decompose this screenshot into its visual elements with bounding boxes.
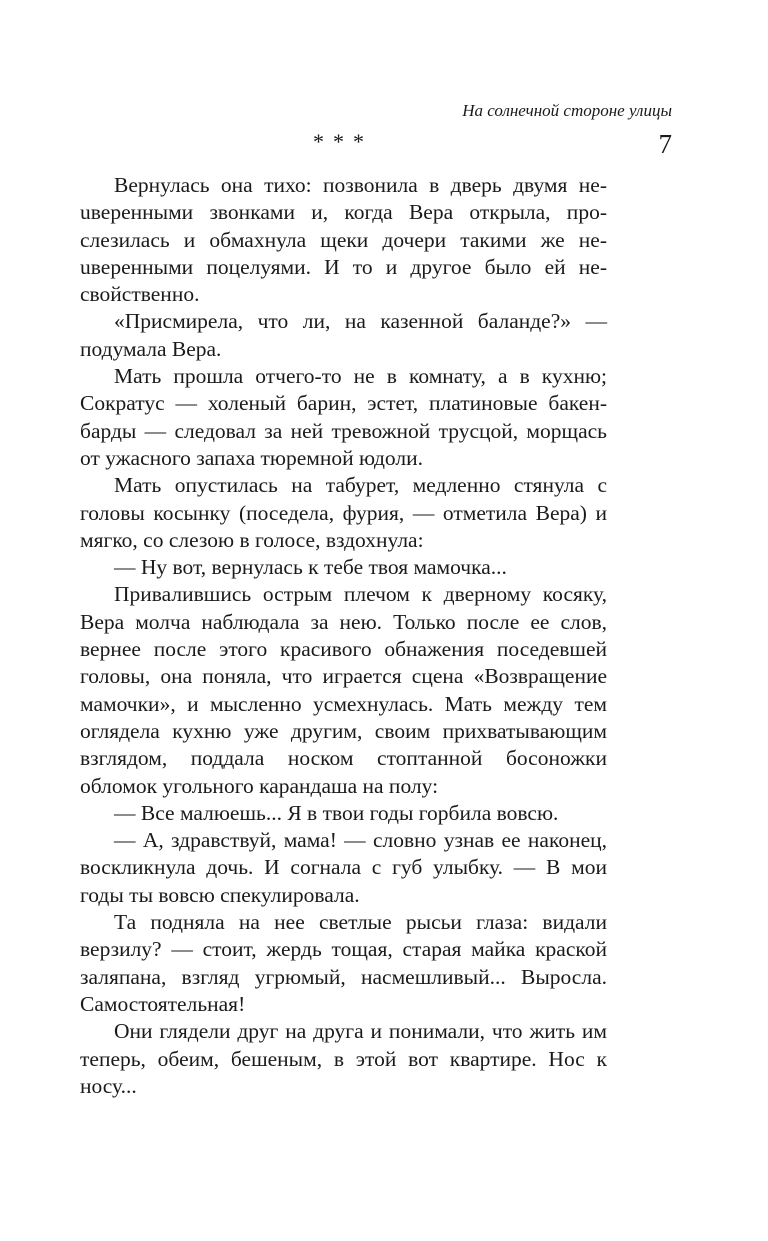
paragraph: «Присмирела, что ли, на казенной баланде?» — подумала Вера. xyxy=(80,309,607,361)
paragraph: Привалившись острым плечом к дверному косяку, Вера молча наблюдала за нею. Только после ее слов, вернее после этого красивого обнажения поседевшей головы, она поняла, что играется сцена «Возвращение мамочки», и мысленно усмехнулась. Мать между тем оглядела кухню уже другим, своим прихватывающим взглядом, поддала носком стоптанной босоножки обломок угольного карандаша на полу: xyxy=(80,582,607,798)
running-head-title: На солнечной стороне улицы xyxy=(462,101,672,120)
section-separator: *** xyxy=(313,129,373,154)
page-number: 7 xyxy=(658,129,672,159)
paragraph: Вернулась она тихо: позвонила в дверь двумя неuверенными звонками и, когда Вера открыла, прослезилась и обмахнула щеки дочери такими же неuверенными поцелуями. И то и другое было ей несвойственно. xyxy=(80,173,607,307)
body-text xyxy=(80,172,607,1100)
paragraph: — А, здравствуй, мама! — словно узнав ее наконец, воскликнула дочь. И согнала с губ улыбку. — В мои годы ты вовсю спекулировала. xyxy=(80,828,607,907)
paragraph: Мать опустилась на табурет, медленно стянула с головы косынку (поседела, фурия, — отметила Вера) и мягко, со слезою в голосе, вздохнула: xyxy=(80,473,607,552)
paragraph: — Ну вот, вернулась к тебе твоя мамочка... xyxy=(114,555,507,580)
paragraph: Та подняла на нее светлые рысьи глаза: видали верзилу? — стоит, жердь тощая, старая майка краской заляпана, взгляд угрюмый, насмешливый... Выросла. Самостоятельная! xyxy=(80,910,607,1016)
paragraph: — Все малюешь... Я в твои годы горбила вовсю. xyxy=(114,800,559,825)
paragraph: Они глядели друг на друга и понимали, что жить им теперь, обеим, бешеным, в этой вот квартире. Нос к носу... xyxy=(80,1019,607,1098)
paragraph: Мать прошла отчего-то не в комнату, а в кухню; Сократус — холеный барин, эстет, платиновые бакенбарды — следовал за ней тревожной трусцой, морщась от ужасного запаха тюремной юдоли. xyxy=(80,364,607,470)
